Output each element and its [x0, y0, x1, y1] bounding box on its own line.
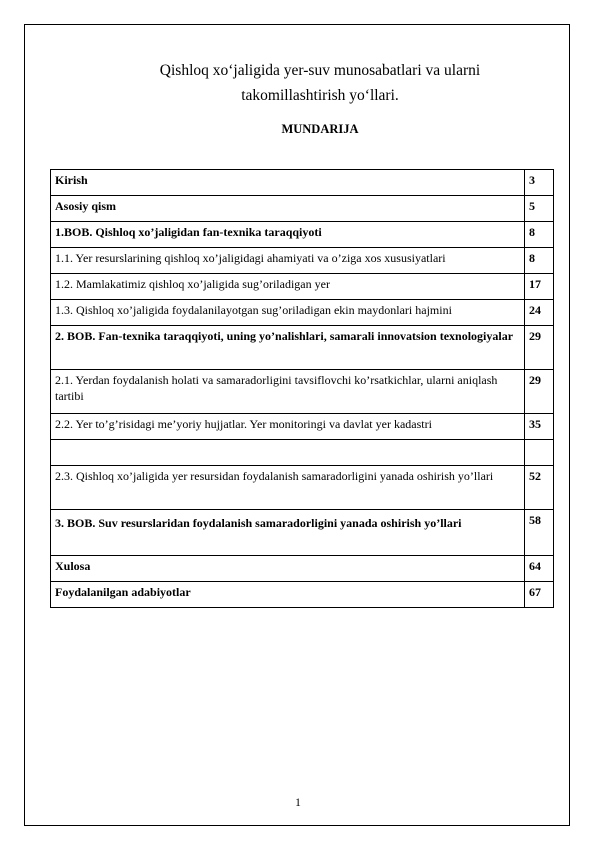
contents-heading: MUNDARIJA	[281, 122, 359, 136]
toc-entry-title: 1.3. Qishloq xo’jaligida foydalanilayotgan sug’oriladigan ekin maydonlari hajmini	[51, 300, 525, 326]
page-number: 1	[295, 797, 301, 809]
toc-entry-title: 1.1. Yer resurslarining qishloq xo’jaligidagi ahamiyati va o’ziga xos xususiyatlari	[51, 248, 525, 274]
document-title	[0, 58, 596, 108]
toc-entry-page: 64	[525, 556, 554, 582]
toc-entry-title: 2. BOB. Fan-texnika taraqqiyoti, uning yo’nalishlari, samarali innovatsion texnologiyalar	[51, 326, 525, 370]
toc-entry-page: 29	[525, 326, 554, 370]
toc-entry-title: Kirish	[51, 170, 525, 196]
toc-entry-title: Foydalanilgan adabiyotlar	[51, 582, 525, 608]
toc-entry-title	[51, 440, 525, 466]
toc-entry-title: 3. BOB. Suv resurslaridan foydalanish samaradorligini yanada oshirish yo’llari	[51, 510, 525, 556]
toc-entry-page: 52	[525, 466, 554, 510]
toc-entry-page: 3	[525, 170, 554, 196]
toc-row[interactable]	[51, 222, 554, 248]
toc-entry-title: Asosiy qism	[51, 196, 525, 222]
toc-row[interactable]	[51, 510, 554, 556]
toc-row[interactable]	[51, 582, 554, 608]
toc-row[interactable]	[51, 248, 554, 274]
toc-entry-page: 5	[525, 196, 554, 222]
toc-entry-page: 24	[525, 300, 554, 326]
toc-entry-page	[525, 440, 554, 466]
toc-entry-page: 67	[525, 582, 554, 608]
title-line-1: Qishloq xo‘jaligida yer-suv munosabatlari va ularni	[159, 62, 481, 79]
toc-entry-page: 8	[525, 248, 554, 274]
toc-entry-page: 29	[525, 370, 554, 414]
toc-row[interactable]	[51, 466, 554, 510]
title-line-2: takomillashtirish yo‘llari.	[241, 87, 399, 104]
toc-entry-title: 1.BOB. Qishloq xo’jaligidan fan-texnika taraqqiyoti	[51, 222, 525, 248]
toc-row[interactable]	[51, 414, 554, 440]
toc-entry-title: 1.2. Mamlakatimiz qishloq xo’jaligida sug’oriladigan yer	[51, 274, 525, 300]
toc-row[interactable]	[51, 170, 554, 196]
toc-row[interactable]	[51, 370, 554, 414]
toc-row[interactable]	[51, 326, 554, 370]
toc-row[interactable]	[51, 556, 554, 582]
toc-entry-page: 8	[525, 222, 554, 248]
toc-entry-page: 35	[525, 414, 554, 440]
toc-entry-title: Xulosa	[51, 556, 525, 582]
toc-row[interactable]	[51, 196, 554, 222]
toc-row-empty[interactable]	[51, 440, 554, 466]
toc-row[interactable]	[51, 300, 554, 326]
toc-entry-page: 58	[525, 510, 554, 556]
table-of-contents	[50, 169, 554, 608]
toc-entry-title: 2.1. Yerdan foydalanish holati va samaradorligini tavsiflovchi ko’rsatkichlar, ularni aniqlash tartibi	[51, 370, 525, 414]
toc-entry-title: 2.2. Yer to’g’risidagi me’yoriy hujjatlar. Yer monitoringi va davlat yer kadastri	[51, 414, 525, 440]
toc-entry-page: 17	[525, 274, 554, 300]
toc-row[interactable]	[51, 274, 554, 300]
toc-entry-title: 2.3. Qishloq xo’jaligida yer resursidan foydalanish samaradorligini yanada oshirish yo’llari	[51, 466, 525, 510]
